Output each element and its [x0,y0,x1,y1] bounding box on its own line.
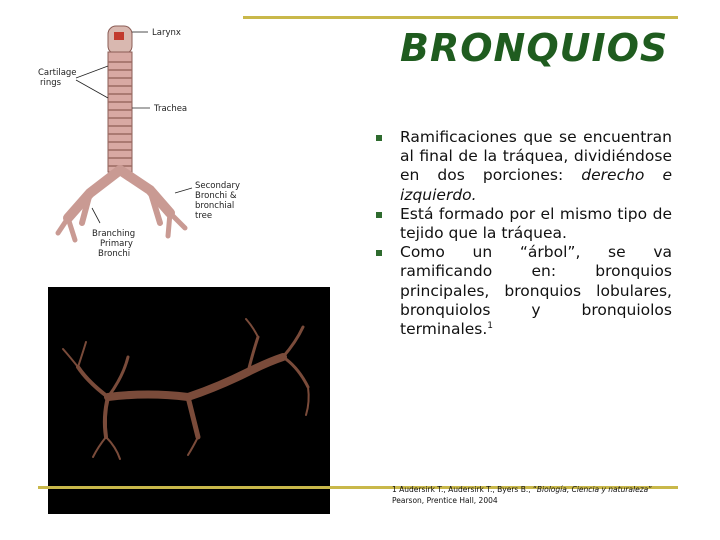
slide-title: BRONQUIOS [400,26,669,70]
bullet-list [372,128,672,339]
label-branching-2: Primary [100,239,133,249]
footnote-title: Biología, Ciencia y naturaleza [536,485,649,494]
label-trachea: Trachea [154,104,188,114]
larynx-opening [114,32,124,40]
footnote-marker: 1 [487,320,494,331]
top-rule [243,16,678,19]
label-branching-1: Branching [92,229,136,239]
bullet-item [372,128,672,205]
bullet-1-text: Ramificaciones que se encuentran al final de la tráquea, dividiéndose en dos porciones: [400,128,672,185]
airway-illustration [20,18,250,278]
bronchi-cast [63,319,309,459]
bullet-item [372,205,672,243]
bullet-2-text: Está formado por el mismo tipo de tejido que la tráquea. [400,204,672,243]
bullet-3-text: Como un “árbol”, se va ramificando en: bronquios principales, bronquios lobulares, bronquiolos y bronquiolos terminales. [400,243,672,339]
bullet-1-italic: derecho e izquierdo. [400,166,672,204]
label-secondary-3: bronchial [195,201,235,211]
label-secondary-2: Bronchi & [195,191,237,201]
bronchi-cast-image [48,287,330,514]
label-larynx: Larynx [152,28,181,38]
footnote-post: ” Pearson, Prentice Hall, 2004 [392,485,653,505]
label-secondary-4: tree [195,211,213,221]
airway-diagram [20,18,250,278]
bullet-item [372,243,672,339]
label-cartilage-2: rings [40,78,62,88]
footnote-pre: 1 Audersirk T., Audersirk T., Byers B., “ [392,485,537,494]
label-secondary-1: Secondary [195,181,241,191]
label-branching-3: Bronchi [98,249,131,259]
label-cartilage-1: Cartilage [38,68,77,78]
bronchi-photo [48,287,330,514]
footnote [392,484,662,506]
